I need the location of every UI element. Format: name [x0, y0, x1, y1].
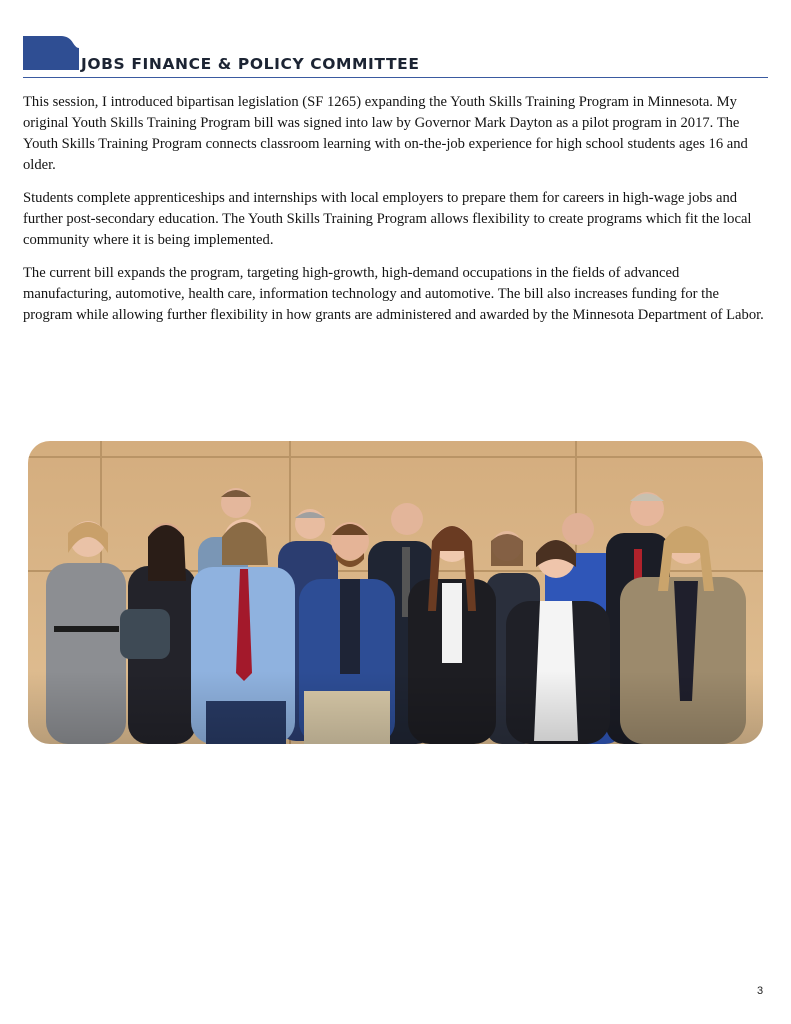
section-header: [23, 35, 768, 80]
paragraph-bill: The current bill expands the program, targeting high-growth, high-demand occupations in the fields of advanced manufacturing, automotive, health care, information technology and automotive. The bill also increases funding for the program while allowing further flexibility in how grants are administered and awarded by the Minnesota Department of Labor.: [23, 265, 764, 323]
article-body: [23, 92, 771, 338]
header-divider: [23, 77, 768, 78]
paragraph-intro: This session, I introduced bipartisan legislation (SF 1265) expanding the Youth Skills Training Program in Minnesota. My original Youth Skills Training Program bill was signed into law by Governor Mark Dayton as a pilot program in 2017. The Youth Skills Training Program connects classroom learning with on-the-job experience for high school students ages 16 and older.: [23, 94, 748, 173]
committee-logo-icon: [23, 36, 79, 70]
group-photo: [28, 441, 763, 744]
paragraph-students: Students complete apprenticeships and internships with local employers to prepare them for careers in high-wage jobs and further post-secondary education. The Youth Skills Training Program allows flexibility to create programs which fit the local community where it is being implemented.: [23, 190, 752, 248]
page-number: 3: [757, 985, 764, 997]
section-title: JOBS FINANCE & POLICY COMMITTEE: [81, 55, 420, 73]
